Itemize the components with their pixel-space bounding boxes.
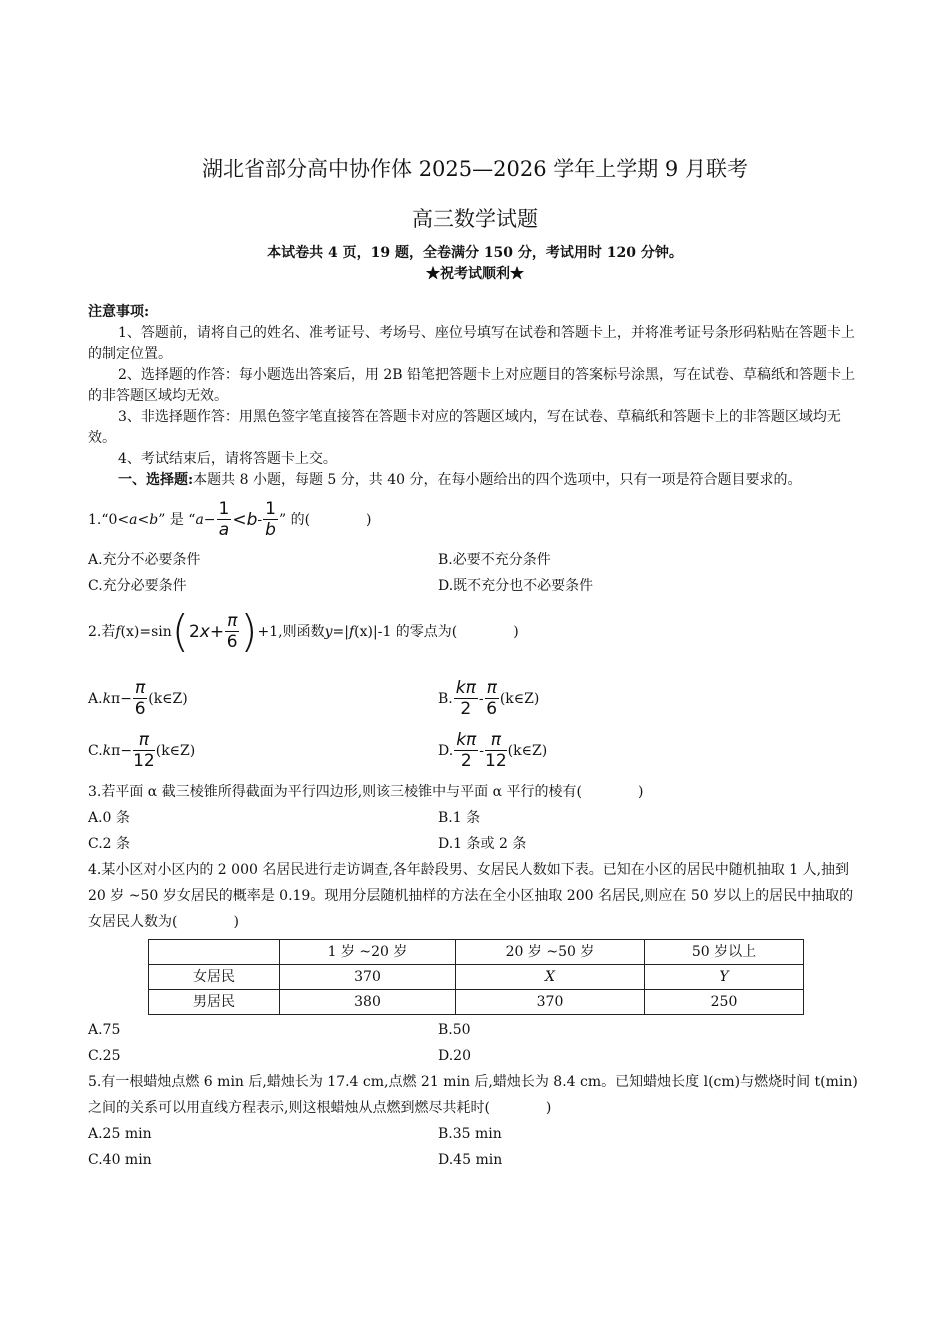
q2-options xyxy=(88,673,863,777)
opt-suffix: (k∈Z) xyxy=(499,690,540,707)
opt-suffix: (k∈Z) xyxy=(148,690,188,707)
q2-f: f xyxy=(115,623,121,640)
table-cell: X xyxy=(456,965,645,990)
q5-options xyxy=(88,1121,863,1173)
q2-prefix: 2.若 xyxy=(88,623,116,640)
table-row xyxy=(149,990,804,1015)
q2-sin: (x)=sin xyxy=(120,623,172,640)
opt-suffix: (k∈Z) xyxy=(507,742,548,759)
table-header-cell: 1 岁 ~20 岁 xyxy=(280,940,456,965)
q2-y: y xyxy=(324,623,333,640)
notice-item: 4、考试结束后，请将答题卡上交。 xyxy=(118,451,337,467)
q3-option-c: C.2 条 xyxy=(88,836,131,852)
opt-label: D. xyxy=(438,742,454,759)
q2-option-c xyxy=(88,725,438,777)
section-heading: 一、选择题: xyxy=(118,472,194,488)
opt-minus: - xyxy=(479,742,485,759)
table-cell: 250 xyxy=(645,990,804,1015)
question-4: 4.某小区对小区内的 2 000 名居民进行走访调查,各年龄段男、女居民人数如下表。已知在小区的居民中随机抽取 1 人,抽到 20 岁 ~50 岁女居民的概率是 0.19。现用分层随机抽样的方法在全小区抽取 200 名居民,则应在 50 岁以上的居民中抽取的女居民人数为( ) xyxy=(88,862,854,930)
table-cell: 女居民 xyxy=(149,965,280,990)
opt-suffix: (k∈Z) xyxy=(155,742,196,759)
table-cell: 男居民 xyxy=(149,990,280,1015)
frac-num: π xyxy=(485,732,507,751)
q1-prefix: 1.“0< xyxy=(88,511,130,528)
opt-frac xyxy=(133,732,155,770)
q1-option-c: C.充分必要条件 xyxy=(88,578,187,594)
opt-frac xyxy=(133,680,147,718)
q4-table xyxy=(148,939,804,1015)
frac-den: 6 xyxy=(134,699,146,719)
q1-option-a: A.充分不必要条件 xyxy=(88,552,201,568)
table-cell: Y xyxy=(645,965,804,990)
q1-minus: − xyxy=(203,511,216,528)
q1-var-b: b xyxy=(149,511,159,528)
q1-options xyxy=(88,547,863,599)
opt-label: A. xyxy=(88,690,103,707)
q4-option-c: C.25 xyxy=(88,1048,121,1064)
q1-frac-1-over-a xyxy=(217,501,232,539)
q4-option-b: B.50 xyxy=(438,1022,471,1038)
question-2 xyxy=(88,601,863,663)
q1-lt2: < xyxy=(232,509,247,530)
q1-frac-1-over-b xyxy=(263,501,278,539)
opt-mid: π− xyxy=(111,690,132,707)
q5-option-c: C.40 min xyxy=(88,1152,152,1168)
frac-den: 12 xyxy=(485,751,507,771)
frac-den: a xyxy=(218,520,230,540)
q2-coef: 2 xyxy=(188,621,200,642)
table-row xyxy=(149,965,804,990)
question-3: 3.若平面 α 截三棱锥所得截面为平行四边形,则该三棱锥中与平面 α 平行的棱有( ) xyxy=(88,784,644,800)
opt-frac xyxy=(485,680,499,718)
opt-mid: π− xyxy=(111,742,133,759)
frac-den: 12 xyxy=(133,751,155,771)
frac-num: π xyxy=(486,678,497,698)
opt-k: k xyxy=(102,742,112,759)
q2-x: x xyxy=(199,621,210,642)
notice-title: 注意事项: xyxy=(88,304,150,320)
q2-plus: + xyxy=(209,621,225,642)
q1-option-d: D.既不充分也不必要条件 xyxy=(438,578,594,594)
q4-option-a: A.75 xyxy=(88,1022,121,1038)
q3-option-d: D.1 条或 2 条 xyxy=(438,836,527,852)
q5-option-d: D.45 min xyxy=(438,1152,503,1168)
table-cell: 370 xyxy=(456,990,645,1015)
section-intro xyxy=(88,470,863,491)
frac-den: 6 xyxy=(226,632,238,652)
opt-minus: - xyxy=(478,690,484,707)
q1-var-a: a xyxy=(129,511,138,528)
q2-tail: (x)|-1 的零点为( ) xyxy=(354,623,519,640)
table-cell: 370 xyxy=(280,965,456,990)
q2-after: +1,则函数 xyxy=(257,623,325,640)
table-header-cell: 20 岁 ~50 岁 xyxy=(456,940,645,965)
q4-options xyxy=(88,1017,863,1069)
notice-item: 3、非选择题作答：用黑色签字笔直接答在答题卡对应的答题区域内，写在试卷、草稿纸和答题卡上的非答题区域均无效。 xyxy=(88,409,841,446)
right-paren-icon: ) xyxy=(240,606,258,657)
q2-option-d xyxy=(438,725,788,777)
q2-option-a xyxy=(88,673,438,725)
q1-lt: < xyxy=(137,511,150,528)
q1-var-b2: b xyxy=(246,509,258,530)
table-header-cell: 50 岁以上 xyxy=(645,940,804,965)
table-header-cell xyxy=(149,940,280,965)
notice-item: 1、答题前，请将自己的姓名、准考证号、考场号、座位号填写在试卷和答题卡上，并将准考证号条形码粘贴在答题卡上的制定位置。 xyxy=(88,325,855,362)
frac-num: 1 xyxy=(218,499,230,519)
q1-suffix: ” 的( ) xyxy=(278,511,372,528)
table-header-row xyxy=(149,940,804,965)
table-cell: 380 xyxy=(280,990,456,1015)
frac-num: kπ xyxy=(455,678,476,698)
frac-num: kπ xyxy=(456,730,477,750)
q5-option-a: A.25 min xyxy=(88,1126,152,1142)
frac-num: π xyxy=(134,678,146,698)
exam-subtitle: 高三数学试题 xyxy=(412,207,538,231)
exam-title: 湖北省部分高中协作体 2025—2026 学年上学期 9 月联考 xyxy=(202,157,748,181)
exam-wish: ★祝考试顺利★ xyxy=(426,266,524,282)
frac-num: π xyxy=(227,611,238,631)
q2-option-b xyxy=(438,673,788,725)
q3-option-a: A.0 条 xyxy=(88,810,130,826)
q1-minus2: - xyxy=(257,511,263,528)
question-5: 5.有一根蜡烛点燃 6 min 后,蜡烛长为 17.4 cm,点燃 21 min 后,蜡烛长为 8.4 cm。已知蜡烛长度 l(cm)与燃烧时间 t(min)之间的关系可以用直线方程表示,则这根蜡烛从点燃到燃尽共耗时( ) xyxy=(88,1074,858,1116)
frac-num: 1 xyxy=(265,499,276,519)
opt-frac xyxy=(485,732,507,770)
opt-k: k xyxy=(102,690,112,707)
frac-den: 6 xyxy=(486,699,498,719)
notice-item: 2、选择题的作答：每小题选出答案后，用 2B 铅笔把答题卡上对应题目的答案标号涂黑，写在试卷、草稿纸和答题卡上的非答题区域均无效。 xyxy=(88,367,855,404)
q2-f2: f xyxy=(348,623,355,640)
opt-frac xyxy=(454,680,478,718)
q5-option-b: B.35 min xyxy=(438,1126,502,1142)
q3-option-b: B.1 条 xyxy=(438,810,481,826)
q2-eq: =| xyxy=(332,623,349,640)
left-paren-icon: ( xyxy=(171,606,189,657)
q1-mid: ” 是 “ xyxy=(158,511,196,528)
q4-option-d: D.20 xyxy=(438,1048,471,1064)
opt-label: C. xyxy=(88,742,103,759)
q3-options xyxy=(88,805,863,857)
frac-num: π xyxy=(133,732,155,751)
question-1 xyxy=(88,497,863,543)
frac-den: 2 xyxy=(460,751,472,771)
q1-var-a2: a xyxy=(195,511,204,528)
section-text: 本题共 8 小题，每题 5 分，共 40 分，在每小题给出的四个选项中，只有一项是符合题目要求的。 xyxy=(193,472,802,488)
q1-option-b: B.必要不充分条件 xyxy=(438,552,551,568)
exam-info: 本试卷共 4 页，19 题，全卷满分 150 分，考试用时 120 分钟。 xyxy=(267,245,683,261)
q2-frac-pi-6 xyxy=(225,613,239,651)
frac-den: 2 xyxy=(460,699,472,719)
opt-label: B. xyxy=(438,690,453,707)
exam-content xyxy=(88,302,863,1173)
frac-den: b xyxy=(265,520,276,540)
opt-frac xyxy=(454,732,478,770)
